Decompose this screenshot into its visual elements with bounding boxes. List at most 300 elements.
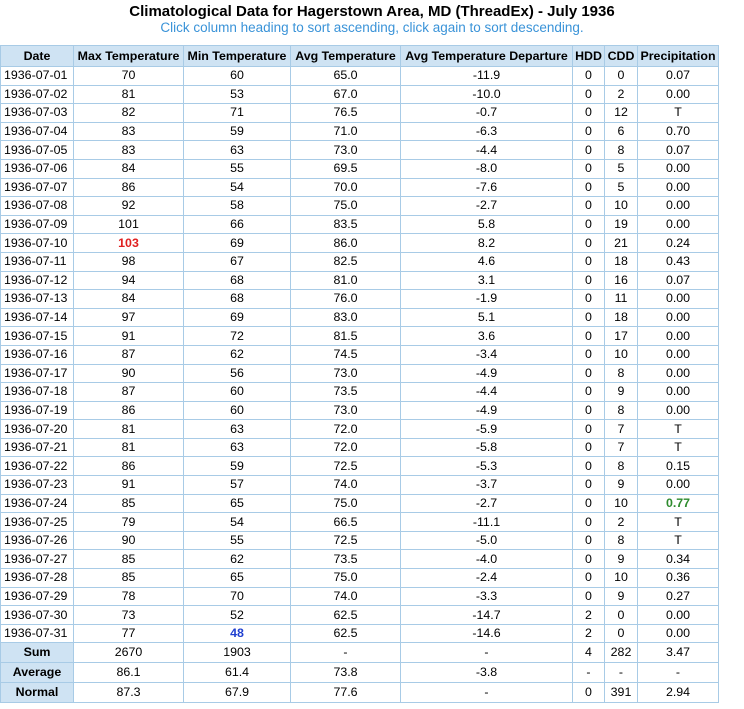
cell-precipitation: T — [638, 531, 719, 550]
cell-avg-temperature-departure: -8.0 — [401, 159, 573, 178]
cell-avg-temperature-departure: 3.6 — [401, 327, 573, 346]
table-row — [1, 308, 719, 327]
cell-cdd: 12 — [605, 104, 638, 123]
cell-avg-temperature-departure: -2.4 — [401, 569, 573, 588]
cell-avg-temperature-departure: -14.6 — [401, 624, 573, 643]
cell-avg-temperature-departure: -3.4 — [401, 345, 573, 364]
cell-date: 1936-07-23 — [1, 476, 74, 495]
table-row — [1, 401, 719, 420]
cell-avg-temperature-departure: -11.9 — [401, 67, 573, 86]
cell-avg-temperature: 73.5 — [291, 550, 401, 569]
cell-date: 1936-07-05 — [1, 141, 74, 160]
cell-date: 1936-07-09 — [1, 215, 74, 234]
cell-min-temperature: 69 — [184, 234, 291, 253]
cell-cdd: 17 — [605, 327, 638, 346]
cell-hdd: 0 — [573, 476, 605, 495]
cell-precipitation: 0.00 — [638, 178, 719, 197]
cell-min-temperature: 66 — [184, 215, 291, 234]
cell-date: 1936-07-01 — [1, 67, 74, 86]
summary-row-average — [1, 663, 719, 683]
summary-cell-cdd: 391 — [605, 683, 638, 703]
cell-date: 1936-07-10 — [1, 234, 74, 253]
cell-precipitation: T — [638, 420, 719, 439]
cell-max-temperature: 79 — [74, 513, 184, 532]
column-header-hdd[interactable]: HDD — [573, 46, 605, 67]
table-row — [1, 383, 719, 402]
cell-max-temperature: 97 — [74, 308, 184, 327]
cell-cdd: 8 — [605, 141, 638, 160]
table-row — [1, 569, 719, 588]
table-row — [1, 234, 719, 253]
cell-avg-temperature: 69.5 — [291, 159, 401, 178]
cell-avg-temperature-departure: 8.2 — [401, 234, 573, 253]
cell-min-temperature: 56 — [184, 364, 291, 383]
table-row — [1, 178, 719, 197]
cell-avg-temperature-departure: 4.6 — [401, 252, 573, 271]
column-header-max-temperature[interactable]: Max Temperature — [74, 46, 184, 67]
cell-hdd: 0 — [573, 438, 605, 457]
cell-precipitation: 0.00 — [638, 606, 719, 625]
cell-date: 1936-07-28 — [1, 569, 74, 588]
cell-max-temperature: 83 — [74, 122, 184, 141]
cell-cdd: 0 — [605, 624, 638, 643]
column-header-avg-temperature-departure[interactable]: Avg Temperature Departure — [401, 46, 573, 67]
cell-avg-temperature: 72.5 — [291, 457, 401, 476]
cell-cdd: 7 — [605, 420, 638, 439]
table-row — [1, 513, 719, 532]
summary-cell-min-temperature: 1903 — [184, 643, 291, 663]
cell-avg-temperature: 76.5 — [291, 104, 401, 123]
cell-min-temperature: 55 — [184, 159, 291, 178]
cell-min-temperature: 65 — [184, 494, 291, 513]
table-row — [1, 531, 719, 550]
cell-avg-temperature-departure: 3.1 — [401, 271, 573, 290]
table-row — [1, 197, 719, 216]
cell-precipitation: 0.07 — [638, 141, 719, 160]
cell-min-temperature: 62 — [184, 550, 291, 569]
cell-date: 1936-07-27 — [1, 550, 74, 569]
summary-row-normal — [1, 683, 719, 703]
cell-cdd: 8 — [605, 457, 638, 476]
cell-min-temperature: 59 — [184, 122, 291, 141]
cell-hdd: 0 — [573, 159, 605, 178]
cell-max-temperature: 85 — [74, 494, 184, 513]
column-header-date[interactable]: Date — [1, 46, 74, 67]
cell-max-temperature: 81 — [74, 438, 184, 457]
cell-date: 1936-07-02 — [1, 85, 74, 104]
cell-date: 1936-07-26 — [1, 531, 74, 550]
cell-max-temperature: 90 — [74, 364, 184, 383]
cell-hdd: 0 — [573, 85, 605, 104]
cell-date: 1936-07-08 — [1, 197, 74, 216]
cell-cdd: 21 — [605, 234, 638, 253]
summary-cell-avg-temperature-departure: -3.8 — [401, 663, 573, 683]
cell-precipitation: 0.00 — [638, 383, 719, 402]
cell-precipitation: 0.77 — [638, 494, 719, 513]
cell-precipitation: 0.00 — [638, 197, 719, 216]
table-row — [1, 550, 719, 569]
cell-date: 1936-07-03 — [1, 104, 74, 123]
cell-cdd: 18 — [605, 308, 638, 327]
column-header-cdd[interactable]: CDD — [605, 46, 638, 67]
cell-cdd: 9 — [605, 550, 638, 569]
cell-max-temperature: 85 — [74, 569, 184, 588]
cell-precipitation: 0.00 — [638, 401, 719, 420]
cell-hdd: 0 — [573, 308, 605, 327]
summary-cell-avg-temperature: - — [291, 643, 401, 663]
cell-hdd: 0 — [573, 290, 605, 309]
cell-date: 1936-07-20 — [1, 420, 74, 439]
cell-date: 1936-07-06 — [1, 159, 74, 178]
cell-avg-temperature-departure: -1.9 — [401, 290, 573, 309]
cell-avg-temperature: 81.5 — [291, 327, 401, 346]
cell-precipitation: 0.70 — [638, 122, 719, 141]
table-row — [1, 104, 719, 123]
cell-hdd: 0 — [573, 271, 605, 290]
cell-cdd: 10 — [605, 345, 638, 364]
cell-min-temperature: 53 — [184, 85, 291, 104]
cell-min-temperature: 63 — [184, 420, 291, 439]
cell-hdd: 0 — [573, 457, 605, 476]
cell-precipitation: T — [638, 438, 719, 457]
cell-avg-temperature: 62.5 — [291, 606, 401, 625]
cell-cdd: 0 — [605, 606, 638, 625]
cell-precipitation: 0.36 — [638, 569, 719, 588]
cell-max-temperature: 81 — [74, 85, 184, 104]
cell-hdd: 2 — [573, 606, 605, 625]
summary-cell-avg-temperature: 77.6 — [291, 683, 401, 703]
table-row — [1, 122, 719, 141]
cell-max-temperature: 86 — [74, 401, 184, 420]
cell-date: 1936-07-22 — [1, 457, 74, 476]
cell-avg-temperature-departure: -14.7 — [401, 606, 573, 625]
cell-cdd: 10 — [605, 494, 638, 513]
cell-min-temperature: 72 — [184, 327, 291, 346]
cell-hdd: 0 — [573, 401, 605, 420]
cell-cdd: 9 — [605, 587, 638, 606]
cell-hdd: 0 — [573, 587, 605, 606]
cell-hdd: 0 — [573, 383, 605, 402]
cell-hdd: 0 — [573, 420, 605, 439]
summary-cell-avg-temperature-departure: - — [401, 643, 573, 663]
cell-cdd: 10 — [605, 197, 638, 216]
cell-avg-temperature-departure: -4.4 — [401, 383, 573, 402]
column-header-precipitation[interactable]: Precipitation — [638, 46, 719, 67]
table-row — [1, 271, 719, 290]
cell-max-temperature: 90 — [74, 531, 184, 550]
table-row — [1, 141, 719, 160]
cell-avg-temperature: 62.5 — [291, 624, 401, 643]
cell-avg-temperature: 73.5 — [291, 383, 401, 402]
summary-cell-cdd: 282 — [605, 643, 638, 663]
cell-avg-temperature: 72.0 — [291, 438, 401, 457]
cell-hdd: 0 — [573, 345, 605, 364]
cell-min-temperature: 48 — [184, 624, 291, 643]
cell-cdd: 6 — [605, 122, 638, 141]
cell-avg-temperature-departure: -7.6 — [401, 178, 573, 197]
table-row — [1, 67, 719, 86]
cell-hdd: 0 — [573, 531, 605, 550]
cell-min-temperature: 58 — [184, 197, 291, 216]
column-header-min-temperature[interactable]: Min Temperature — [184, 46, 291, 67]
cell-avg-temperature: 72.0 — [291, 420, 401, 439]
table-row — [1, 364, 719, 383]
cell-date: 1936-07-18 — [1, 383, 74, 402]
cell-avg-temperature: 67.0 — [291, 85, 401, 104]
cell-precipitation: 0.00 — [638, 85, 719, 104]
cell-avg-temperature: 72.5 — [291, 531, 401, 550]
cell-avg-temperature: 70.0 — [291, 178, 401, 197]
cell-max-temperature: 101 — [74, 215, 184, 234]
cell-min-temperature: 59 — [184, 457, 291, 476]
cell-cdd: 2 — [605, 85, 638, 104]
summary-cell-precipitation: 2.94 — [638, 683, 719, 703]
cell-date: 1936-07-29 — [1, 587, 74, 606]
cell-max-temperature: 86 — [74, 178, 184, 197]
cell-hdd: 0 — [573, 178, 605, 197]
cell-precipitation: 0.24 — [638, 234, 719, 253]
summary-cell-avg-temperature-departure: - — [401, 683, 573, 703]
cell-date: 1936-07-07 — [1, 178, 74, 197]
cell-max-temperature: 103 — [74, 234, 184, 253]
cell-max-temperature: 73 — [74, 606, 184, 625]
summary-cell-min-temperature: 61.4 — [184, 663, 291, 683]
cell-avg-temperature: 73.0 — [291, 401, 401, 420]
cell-avg-temperature-departure: -0.7 — [401, 104, 573, 123]
cell-min-temperature: 68 — [184, 271, 291, 290]
cell-min-temperature: 55 — [184, 531, 291, 550]
cell-precipitation: 0.00 — [638, 215, 719, 234]
cell-cdd: 8 — [605, 531, 638, 550]
cell-avg-temperature-departure: -4.4 — [401, 141, 573, 160]
cell-date: 1936-07-19 — [1, 401, 74, 420]
cell-min-temperature: 69 — [184, 308, 291, 327]
cell-min-temperature: 54 — [184, 513, 291, 532]
cell-avg-temperature: 75.0 — [291, 494, 401, 513]
cell-avg-temperature: 65.0 — [291, 67, 401, 86]
cell-avg-temperature: 75.0 — [291, 569, 401, 588]
table-row — [1, 494, 719, 513]
cell-max-temperature: 98 — [74, 252, 184, 271]
cell-avg-temperature: 66.5 — [291, 513, 401, 532]
cell-avg-temperature-departure: 5.1 — [401, 308, 573, 327]
cell-min-temperature: 52 — [184, 606, 291, 625]
cell-min-temperature: 57 — [184, 476, 291, 495]
cell-min-temperature: 60 — [184, 67, 291, 86]
cell-avg-temperature-departure: -10.0 — [401, 85, 573, 104]
cell-precipitation: 0.00 — [638, 345, 719, 364]
cell-precipitation: 0.27 — [638, 587, 719, 606]
cell-precipitation: 0.07 — [638, 271, 719, 290]
cell-max-temperature: 94 — [74, 271, 184, 290]
summary-cell-hdd: - — [573, 663, 605, 683]
summary-cell-avg-temperature: 73.8 — [291, 663, 401, 683]
cell-cdd: 16 — [605, 271, 638, 290]
table-row — [1, 438, 719, 457]
cell-hdd: 0 — [573, 364, 605, 383]
cell-hdd: 2 — [573, 624, 605, 643]
table-row — [1, 159, 719, 178]
cell-hdd: 0 — [573, 67, 605, 86]
cell-avg-temperature: 71.0 — [291, 122, 401, 141]
cell-avg-temperature: 83.0 — [291, 308, 401, 327]
cell-date: 1936-07-12 — [1, 271, 74, 290]
cell-hdd: 0 — [573, 141, 605, 160]
cell-min-temperature: 54 — [184, 178, 291, 197]
cell-date: 1936-07-14 — [1, 308, 74, 327]
summary-label: Sum — [1, 643, 74, 663]
cell-precipitation: T — [638, 513, 719, 532]
cell-max-temperature: 70 — [74, 67, 184, 86]
cell-avg-temperature-departure: -4.0 — [401, 550, 573, 569]
cell-max-temperature: 78 — [74, 587, 184, 606]
table-row — [1, 345, 719, 364]
table-row — [1, 252, 719, 271]
cell-date: 1936-07-24 — [1, 494, 74, 513]
cell-avg-temperature-departure: -11.1 — [401, 513, 573, 532]
cell-avg-temperature: 74.0 — [291, 476, 401, 495]
cell-avg-temperature: 82.5 — [291, 252, 401, 271]
cell-cdd: 7 — [605, 438, 638, 457]
cell-hdd: 0 — [573, 513, 605, 532]
cell-avg-temperature-departure: 5.8 — [401, 215, 573, 234]
cell-min-temperature: 65 — [184, 569, 291, 588]
cell-avg-temperature-departure: -3.7 — [401, 476, 573, 495]
cell-min-temperature: 63 — [184, 141, 291, 160]
summary-cell-max-temperature: 2670 — [74, 643, 184, 663]
cell-max-temperature: 81 — [74, 420, 184, 439]
summary-label: Normal — [1, 683, 74, 703]
table-row — [1, 457, 719, 476]
summary-cell-cdd: - — [605, 663, 638, 683]
summary-cell-hdd: 0 — [573, 683, 605, 703]
cell-cdd: 2 — [605, 513, 638, 532]
cell-hdd: 0 — [573, 197, 605, 216]
cell-max-temperature: 91 — [74, 476, 184, 495]
cell-date: 1936-07-31 — [1, 624, 74, 643]
climate-table — [0, 45, 719, 703]
summary-cell-max-temperature: 87.3 — [74, 683, 184, 703]
table-row — [1, 624, 719, 643]
cell-avg-temperature-departure: -2.7 — [401, 197, 573, 216]
summary-label: Average — [1, 663, 74, 683]
cell-precipitation: 0.43 — [638, 252, 719, 271]
summary-cell-hdd: 4 — [573, 643, 605, 663]
table-row — [1, 606, 719, 625]
cell-avg-temperature: 74.0 — [291, 587, 401, 606]
cell-min-temperature: 68 — [184, 290, 291, 309]
cell-hdd: 0 — [573, 234, 605, 253]
cell-avg-temperature-departure: -2.7 — [401, 494, 573, 513]
column-header-avg-temperature[interactable]: Avg Temperature — [291, 46, 401, 67]
table-row — [1, 290, 719, 309]
cell-precipitation: 0.00 — [638, 364, 719, 383]
cell-cdd: 10 — [605, 569, 638, 588]
cell-min-temperature: 71 — [184, 104, 291, 123]
cell-hdd: 0 — [573, 122, 605, 141]
cell-max-temperature: 92 — [74, 197, 184, 216]
cell-cdd: 8 — [605, 364, 638, 383]
cell-precipitation: 0.00 — [638, 290, 719, 309]
cell-precipitation: 0.00 — [638, 308, 719, 327]
cell-date: 1936-07-15 — [1, 327, 74, 346]
summary-cell-precipitation: - — [638, 663, 719, 683]
cell-max-temperature: 87 — [74, 383, 184, 402]
cell-date: 1936-07-17 — [1, 364, 74, 383]
cell-hdd: 0 — [573, 252, 605, 271]
cell-max-temperature: 85 — [74, 550, 184, 569]
table-row — [1, 420, 719, 439]
cell-min-temperature: 60 — [184, 401, 291, 420]
cell-precipitation: 0.00 — [638, 624, 719, 643]
cell-cdd: 9 — [605, 476, 638, 495]
cell-date: 1936-07-16 — [1, 345, 74, 364]
cell-avg-temperature-departure: -5.9 — [401, 420, 573, 439]
cell-date: 1936-07-13 — [1, 290, 74, 309]
cell-date: 1936-07-21 — [1, 438, 74, 457]
cell-hdd: 0 — [573, 327, 605, 346]
cell-avg-temperature: 73.0 — [291, 141, 401, 160]
cell-avg-temperature: 74.5 — [291, 345, 401, 364]
cell-cdd: 9 — [605, 383, 638, 402]
cell-max-temperature: 82 — [74, 104, 184, 123]
cell-avg-temperature: 83.5 — [291, 215, 401, 234]
cell-precipitation: T — [638, 104, 719, 123]
summary-cell-precipitation: 3.47 — [638, 643, 719, 663]
cell-min-temperature: 62 — [184, 345, 291, 364]
summary-cell-min-temperature: 67.9 — [184, 683, 291, 703]
table-row — [1, 327, 719, 346]
table-row — [1, 476, 719, 495]
cell-date: 1936-07-11 — [1, 252, 74, 271]
cell-cdd: 8 — [605, 401, 638, 420]
cell-date: 1936-07-25 — [1, 513, 74, 532]
cell-min-temperature: 70 — [184, 587, 291, 606]
cell-avg-temperature: 76.0 — [291, 290, 401, 309]
cell-avg-temperature: 86.0 — [291, 234, 401, 253]
cell-hdd: 0 — [573, 494, 605, 513]
cell-cdd: 5 — [605, 159, 638, 178]
sort-hint: Click column heading to sort ascending, click again to sort descending. — [160, 20, 584, 35]
cell-hdd: 0 — [573, 550, 605, 569]
cell-avg-temperature-departure: -6.3 — [401, 122, 573, 141]
page-title: Climatological Data for Hagerstown Area, MD (ThreadEx) - July 1936 — [129, 3, 615, 20]
cell-min-temperature: 67 — [184, 252, 291, 271]
cell-date: 1936-07-04 — [1, 122, 74, 141]
cell-avg-temperature-departure: -5.0 — [401, 531, 573, 550]
cell-avg-temperature-departure: -4.9 — [401, 401, 573, 420]
cell-cdd: 18 — [605, 252, 638, 271]
cell-avg-temperature-departure: -4.9 — [401, 364, 573, 383]
cell-cdd: 5 — [605, 178, 638, 197]
cell-max-temperature: 83 — [74, 141, 184, 160]
cell-precipitation: 0.00 — [638, 327, 719, 346]
cell-precipitation: 0.15 — [638, 457, 719, 476]
summary-cell-max-temperature: 86.1 — [74, 663, 184, 683]
cell-date: 1936-07-30 — [1, 606, 74, 625]
cell-precipitation: 0.00 — [638, 476, 719, 495]
header-row — [1, 46, 719, 67]
cell-min-temperature: 63 — [184, 438, 291, 457]
table-body — [1, 67, 719, 643]
cell-precipitation: 0.34 — [638, 550, 719, 569]
cell-cdd: 11 — [605, 290, 638, 309]
cell-precipitation: 0.00 — [638, 159, 719, 178]
table-summary — [1, 643, 719, 703]
cell-hdd: 0 — [573, 569, 605, 588]
summary-row-sum — [1, 643, 719, 663]
cell-avg-temperature-departure: -5.3 — [401, 457, 573, 476]
